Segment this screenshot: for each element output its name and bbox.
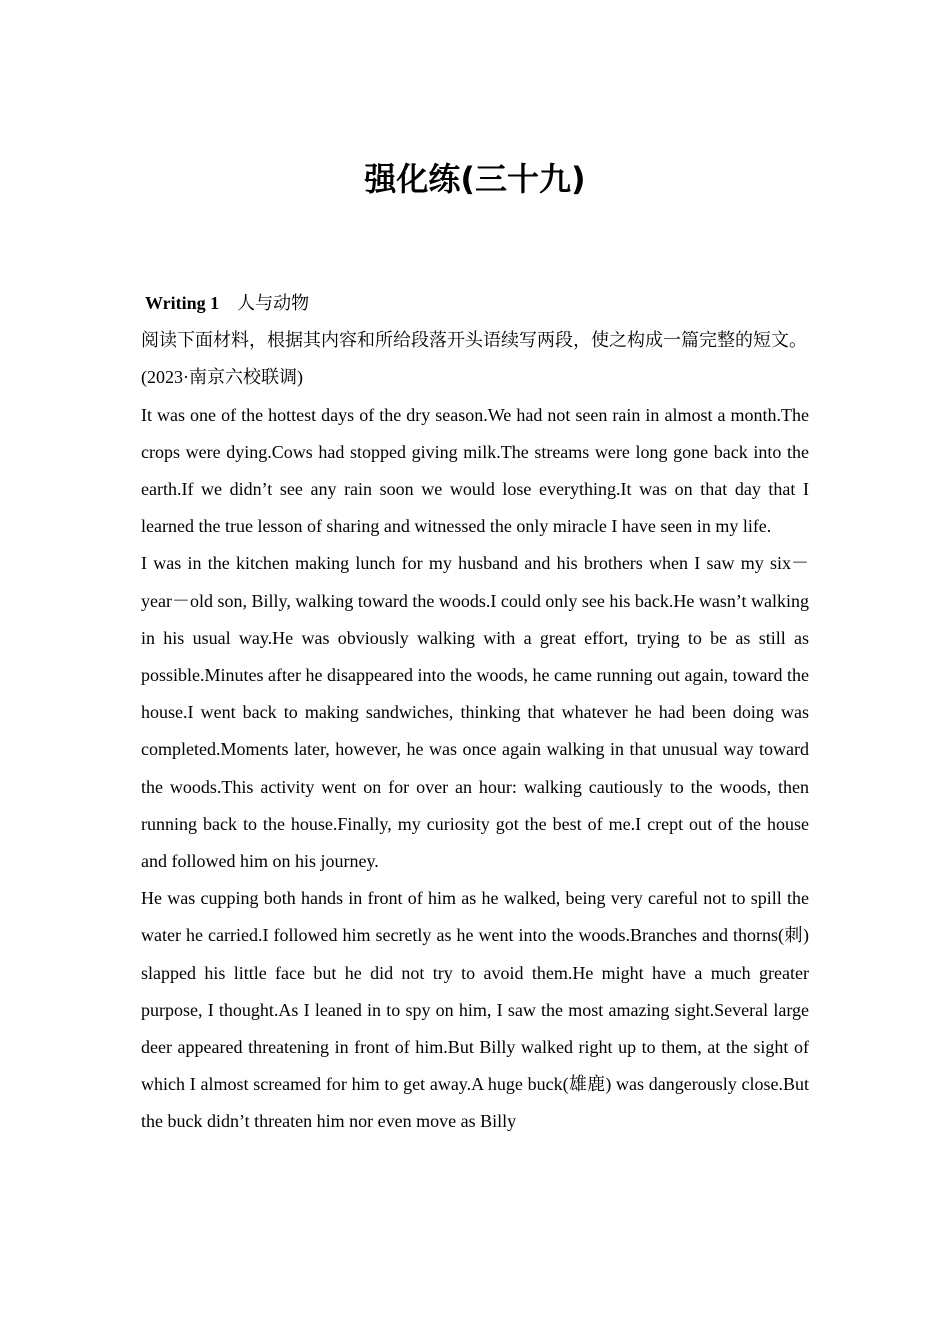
passage-paragraph-1: It was one of the hottest days of the dry season.We had not seen rain in almost a month.The crops were dying.Cows had stopped giving milk.The streams were long gone back into the earth.If we didn’t see any rain soon we would lose everything.It was on that day that I learned the true lesson of sharing and witnessed the only miracle I have seen in my life. <box>141 404 809 537</box>
source-citation: (2023·南京六校联调) <box>141 367 303 388</box>
instruction-text: 阅读下面材料，根据其内容和所给段落开头语续写两段，使之构成一篇完整的短文。 <box>141 330 807 351</box>
page-title: 强化练(三十九) <box>364 160 586 198</box>
passage-paragraph-2: I was in the kitchen making lunch for my husband and his brothers when I saw my six－year－old son, Billy, walking toward the woods.I could only see his back.He wasn’t walking in his usual way.He was obviously walking with a great effort, trying to be as still as possible.Minutes after he disappeared into the woods, he came running out again, toward the house.I went back to making sandwiches, thinking that whatever he had been doing was completed.Moments later, however, he was once again walking in that unusual way toward the woods.This activity went on for over an hour: walking cautiously to the woods, then running back to the house.Finally, my curiosity got the best of me.I crept out of the house and followed him on his journey. <box>141 553 809 872</box>
section-heading <box>141 285 809 322</box>
section-label: Writing 1 <box>145 293 220 313</box>
section-topic: 人与动物 <box>237 293 310 313</box>
passage-paragraph-3: He was cupping both hands in front of him as he walked, being very careful not to spill the water he carried.I followed him secretly as he went into the woods.Branches and thorns(刺) slapped his little face but he did not try to avoid them.He might have a much greater purpose, I thought.As I leaned in to spy on him, I saw the most amazing sight.Several large deer appeared threatening in front of him.But Billy walked right up to them, at the sight of which I almost screamed for him to get away.A huge buck(雄鹿) was dangerously close.But the buck didn’t threaten him nor even move as Billy <box>141 888 809 1132</box>
document-body <box>141 285 809 1141</box>
